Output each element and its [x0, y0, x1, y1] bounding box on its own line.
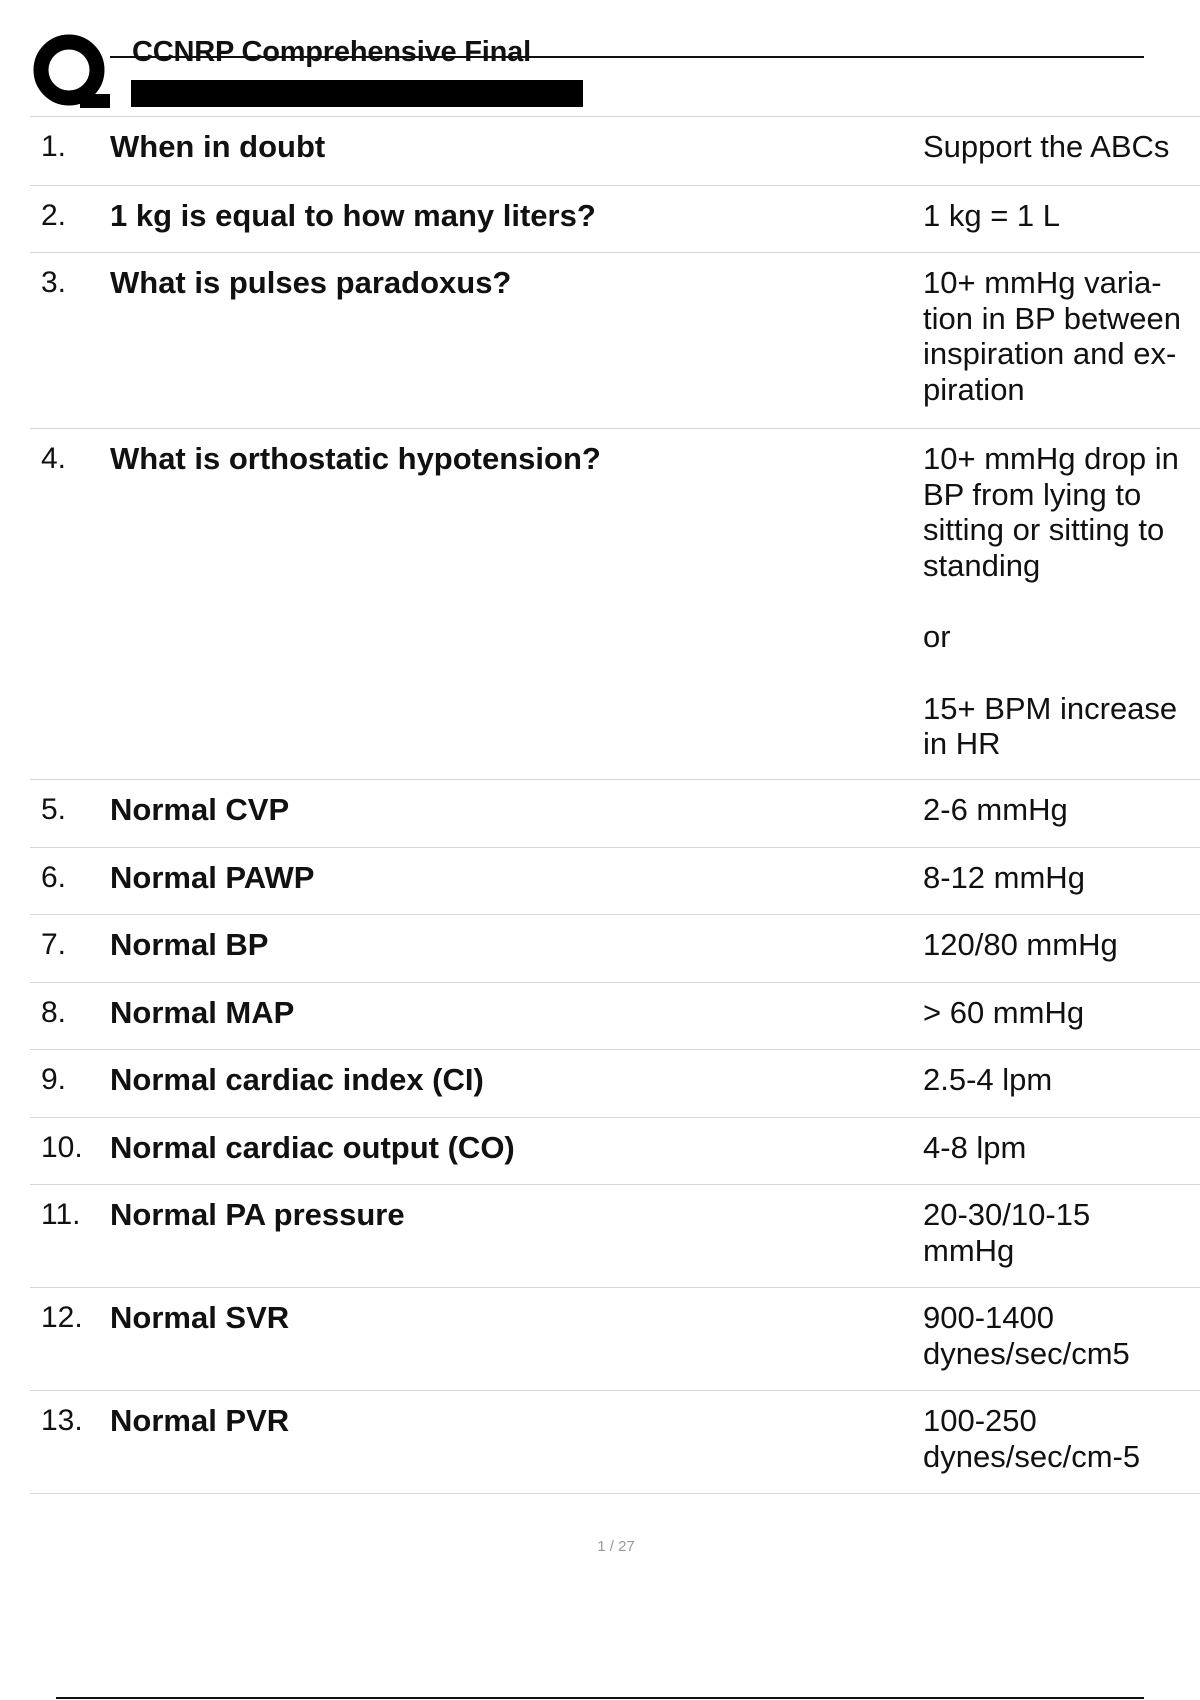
redaction-bar	[131, 80, 583, 107]
answer-line: sitting or sitting to	[923, 512, 1165, 547]
qa-row	[30, 186, 1200, 253]
answer-line: mmHg	[923, 1232, 1015, 1268]
qa-row	[30, 429, 1200, 780]
answer-text	[923, 441, 1193, 762]
item-number: 10.	[41, 1131, 83, 1164]
answer-line: standing	[923, 547, 1041, 583]
question-text: What is orthostatic hypotension?	[110, 441, 601, 476]
answer-text	[923, 995, 1193, 1031]
qa-row	[30, 1118, 1200, 1185]
qa-row	[30, 117, 1200, 186]
qa-row	[30, 1050, 1200, 1118]
footer-rule	[56, 1697, 1144, 1699]
answer-line: 10+ mmHg drop in	[923, 441, 1179, 476]
question-text: Normal PVR	[110, 1403, 290, 1438]
item-number: 2.	[41, 199, 67, 232]
answer-text	[923, 129, 1193, 165]
question-text: Normal PA pressure	[110, 1197, 405, 1232]
answer-line: 2-6 mmHg	[923, 792, 1068, 827]
document-header	[0, 0, 1200, 118]
item-number: 5.	[41, 793, 67, 826]
question-text: Normal CVP	[110, 792, 290, 827]
answer-text	[923, 927, 1193, 963]
answer-line: 20-30/10-15	[923, 1197, 1091, 1232]
answer-line: in HR	[923, 726, 1001, 761]
answer-line: 10+ mmHg varia-	[923, 265, 1162, 300]
question-text: Normal PAWP	[110, 860, 315, 895]
answer-spacer	[923, 583, 1193, 619]
answer-text	[923, 1062, 1193, 1098]
answer-line: or	[923, 619, 951, 654]
answer-line: 2.5-4 lpm	[923, 1062, 1053, 1097]
answer-text	[923, 1197, 1193, 1268]
item-number: 3.	[41, 266, 67, 299]
question-text: Normal SVR	[110, 1300, 290, 1335]
question-text: What is pulses paradoxus?	[110, 265, 512, 300]
answer-text	[923, 198, 1193, 234]
answer-line: dynes/sec/cm5	[923, 1335, 1130, 1371]
qa-row	[30, 1391, 1200, 1494]
item-number: 1.	[41, 130, 67, 163]
qa-row	[30, 780, 1200, 848]
answer-line: piration	[923, 371, 1025, 407]
question-text: When in doubt	[110, 129, 326, 164]
qa-row	[30, 915, 1200, 983]
answer-spacer	[923, 655, 1193, 691]
item-number: 7.	[41, 928, 67, 961]
item-number: 9.	[41, 1063, 67, 1096]
answer-line: dynes/sec/cm-5	[923, 1438, 1141, 1474]
qa-row	[30, 1185, 1200, 1288]
document-title: CCNRP Comprehensive Final	[132, 36, 531, 68]
logo-q-icon	[30, 32, 112, 114]
item-number: 12.	[41, 1301, 83, 1334]
qa-row	[30, 983, 1200, 1050]
answer-text	[923, 265, 1193, 407]
answer-line: 15+ BPM increase	[923, 690, 1178, 726]
answer-line: 8-12 mmHg	[923, 860, 1085, 895]
question-text: 1 kg is equal to how many liters?	[110, 198, 596, 233]
answer-line: inspiration and ex-	[923, 336, 1177, 371]
answer-line: 1 kg = 1 L	[923, 198, 1061, 233]
answer-text	[923, 1130, 1193, 1166]
answer-line: tion in BP between	[923, 300, 1181, 336]
qa-row	[30, 848, 1200, 915]
item-number: 13.	[41, 1404, 83, 1437]
qa-table	[30, 116, 1200, 1494]
item-number: 8.	[41, 996, 67, 1029]
item-number: 6.	[41, 861, 67, 894]
answer-line: 120/80 mmHg	[923, 927, 1118, 962]
answer-line: Support the ABCs	[923, 129, 1170, 164]
qa-row	[30, 1288, 1200, 1391]
question-text: Normal cardiac index (CI)	[110, 1062, 484, 1097]
question-text: Normal MAP	[110, 995, 295, 1030]
question-text: Normal cardiac output (CO)	[110, 1130, 515, 1165]
answer-text	[923, 792, 1193, 828]
answer-text	[923, 860, 1193, 896]
question-text: Normal BP	[110, 927, 269, 962]
answer-line: BP from lying to	[923, 476, 1142, 512]
answer-text	[923, 1403, 1193, 1474]
answer-line: 100-250	[923, 1403, 1037, 1438]
answer-text	[923, 1300, 1193, 1371]
qa-row	[30, 253, 1200, 429]
answer-line: > 60 mmHg	[923, 995, 1085, 1030]
page-indicator: 1 / 27	[597, 1538, 635, 1555]
answer-line: 900-1400	[923, 1300, 1055, 1335]
answer-line: 4-8 lpm	[923, 1130, 1027, 1165]
item-number: 11.	[41, 1198, 81, 1231]
item-number: 4.	[41, 442, 67, 475]
